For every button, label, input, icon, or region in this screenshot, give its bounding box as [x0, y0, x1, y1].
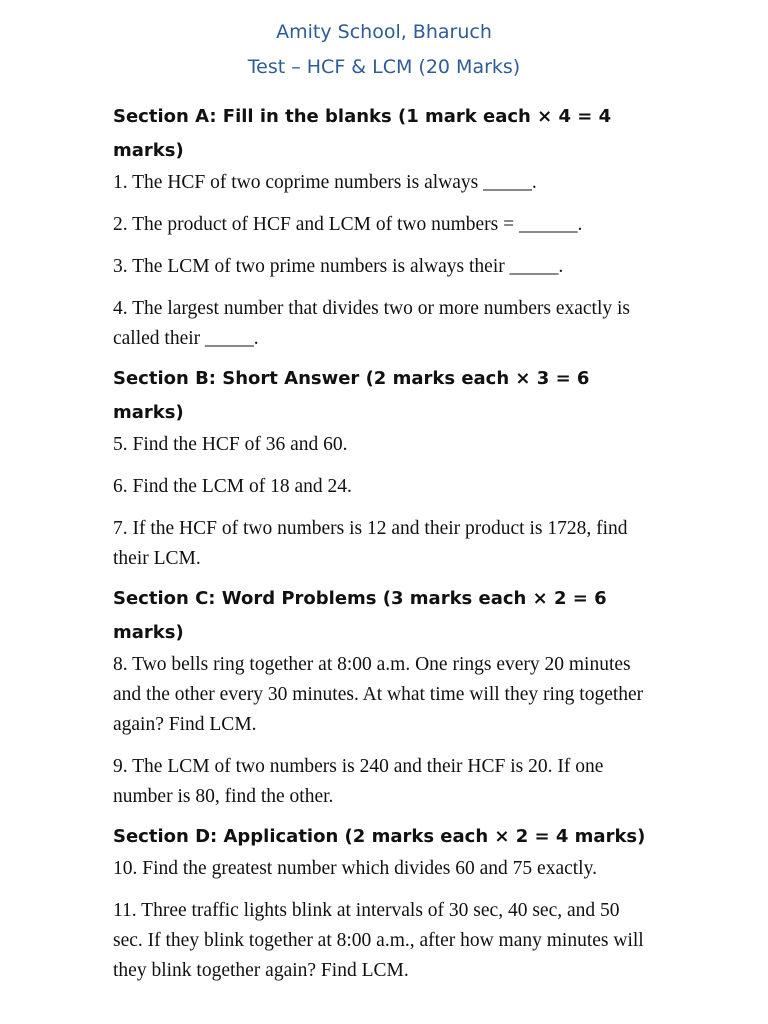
section-heading: Section C: Word Problems (3 marks each × 2 = 6 marks)	[113, 588, 607, 643]
question: 10. Find the greatest number which divides 60 and 75 exactly.	[113, 858, 597, 879]
question: 9. The LCM of two numbers is 240 and their HCF is 20. If one number is 80, find the other.	[113, 756, 604, 807]
test-title: Test – HCF & LCM (20 Marks)	[247, 56, 521, 78]
question: 3. The LCM of two prime numbers is always their _____.	[113, 256, 564, 277]
question: 5. Find the HCF of 36 and 60.	[113, 434, 348, 455]
school-name: Amity School, Bharuch	[276, 21, 492, 43]
test-content	[113, 100, 653, 998]
question: 11. Three traffic lights blink at intervals of 30 sec, 40 sec, and 50 sec. If they blink together at 8:00 a.m., after how many minutes will they blink together again? Find LCM.	[113, 900, 644, 981]
question: 2. The product of HCF and LCM of two numbers = ______.	[113, 214, 583, 235]
section-a	[113, 100, 653, 354]
section-heading: Section B: Short Answer (2 marks each × 3 = 6 marks)	[113, 368, 590, 423]
question: 4. The largest number that divides two or more numbers exactly is called their _____.	[113, 298, 630, 349]
section-c	[113, 582, 653, 812]
question: 6. Find the LCM of 18 and 24.	[113, 476, 352, 497]
question: 7. If the HCF of two numbers is 12 and their product is 1728, find their LCM.	[113, 518, 628, 569]
section-d	[113, 820, 653, 986]
section-b	[113, 362, 653, 574]
question: 8. Two bells ring together at 8:00 a.m. One rings every 20 minutes and the other every 30 minutes. At what time will they ring together again? Find LCM.	[113, 654, 644, 735]
section-heading: Section A: Fill in the blanks (1 mark each × 4 = 4 marks)	[113, 106, 612, 161]
section-heading: Section D: Application (2 marks each × 2 = 4 marks)	[113, 826, 646, 847]
question: 1. The HCF of two coprime numbers is always _____.	[113, 172, 537, 193]
